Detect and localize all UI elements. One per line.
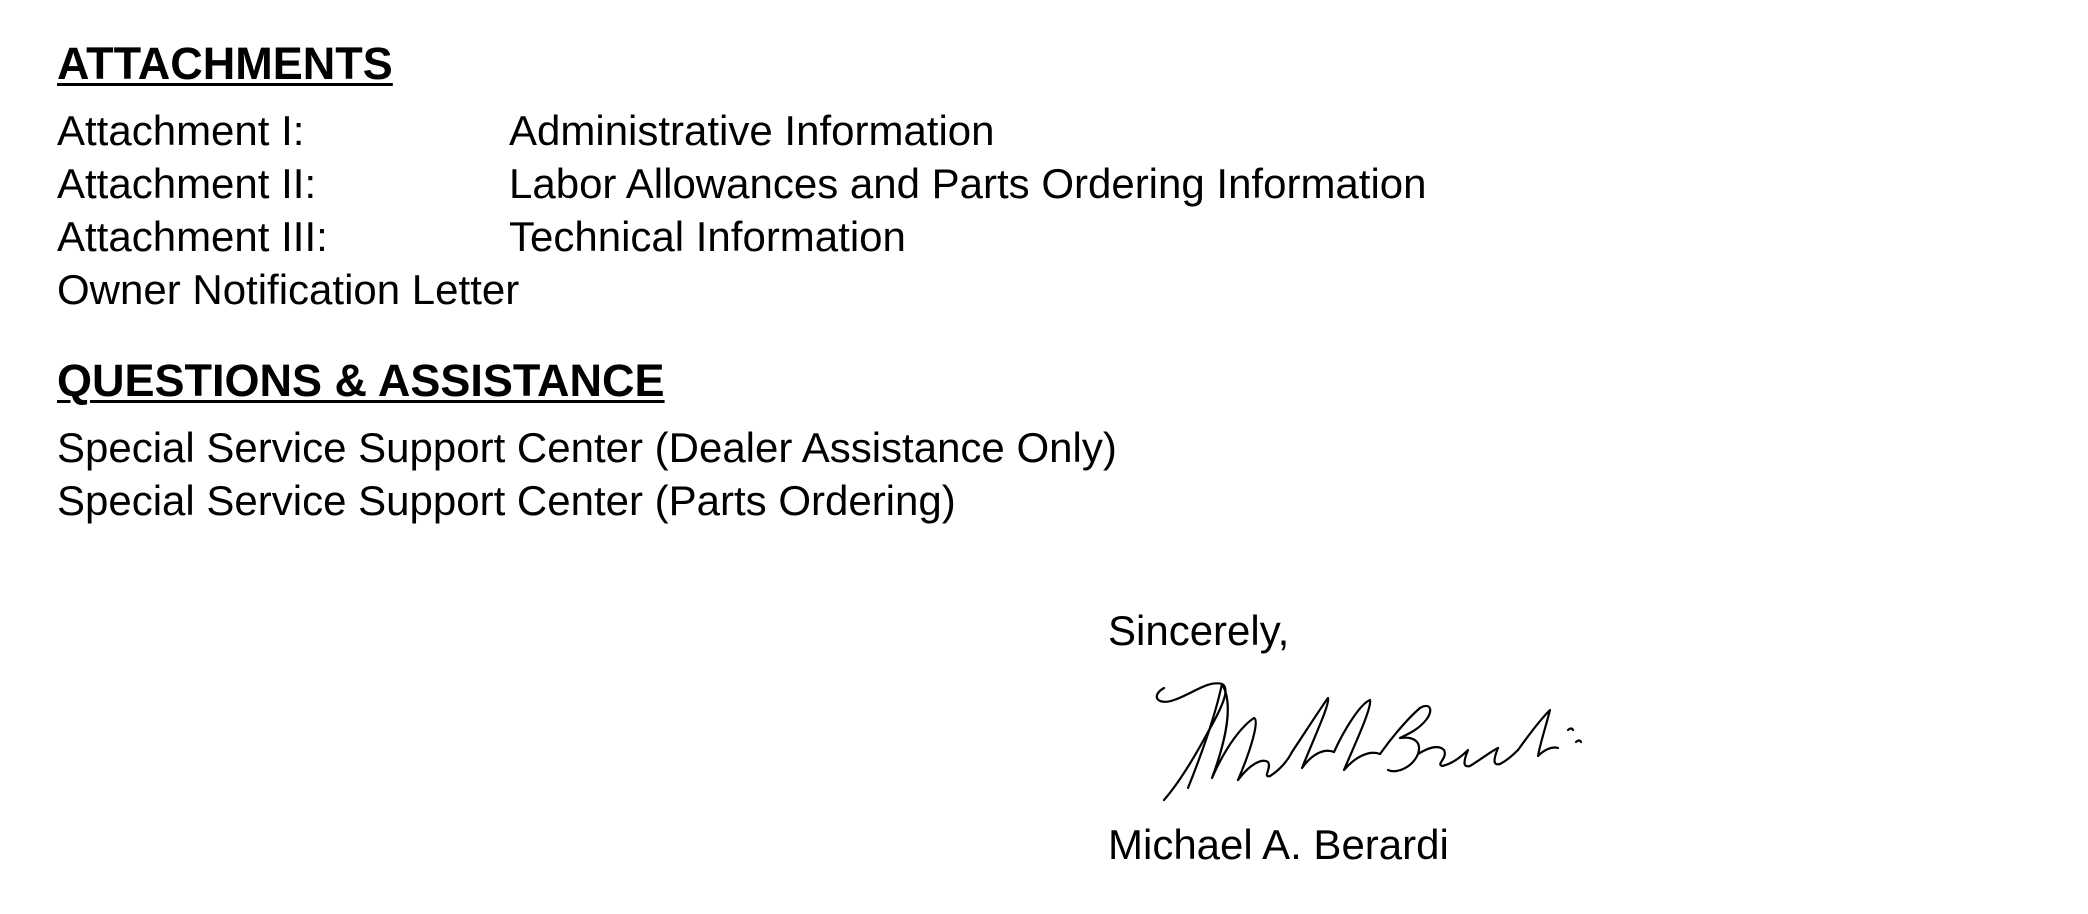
owner-notification-letter: Owner Notification Letter [57, 266, 520, 313]
questions-heading: QUESTIONS & ASSISTANCE [57, 355, 665, 406]
handwritten-signature [1130, 660, 1590, 810]
attachment-label: Attachment II: [57, 160, 317, 207]
closing-salutation: Sincerely, [1108, 607, 1290, 654]
attachment-label: Attachment I: [57, 107, 305, 154]
attachment-label: Attachment III: [57, 213, 328, 260]
support-center-parts-line: Special Service Support Center (Parts Ordering) [57, 477, 956, 524]
signer-name: Michael A. Berardi [1108, 821, 1449, 868]
support-center-dealer-line: Special Service Support Center (Dealer Assistance Only) [57, 424, 1117, 471]
attachments-heading: ATTACHMENTS [57, 38, 393, 89]
attachment-title: Labor Allowances and Parts Ordering Information [509, 160, 1427, 207]
attachment-title: Technical Information [509, 213, 906, 260]
attachment-title: Administrative Information [509, 107, 995, 154]
